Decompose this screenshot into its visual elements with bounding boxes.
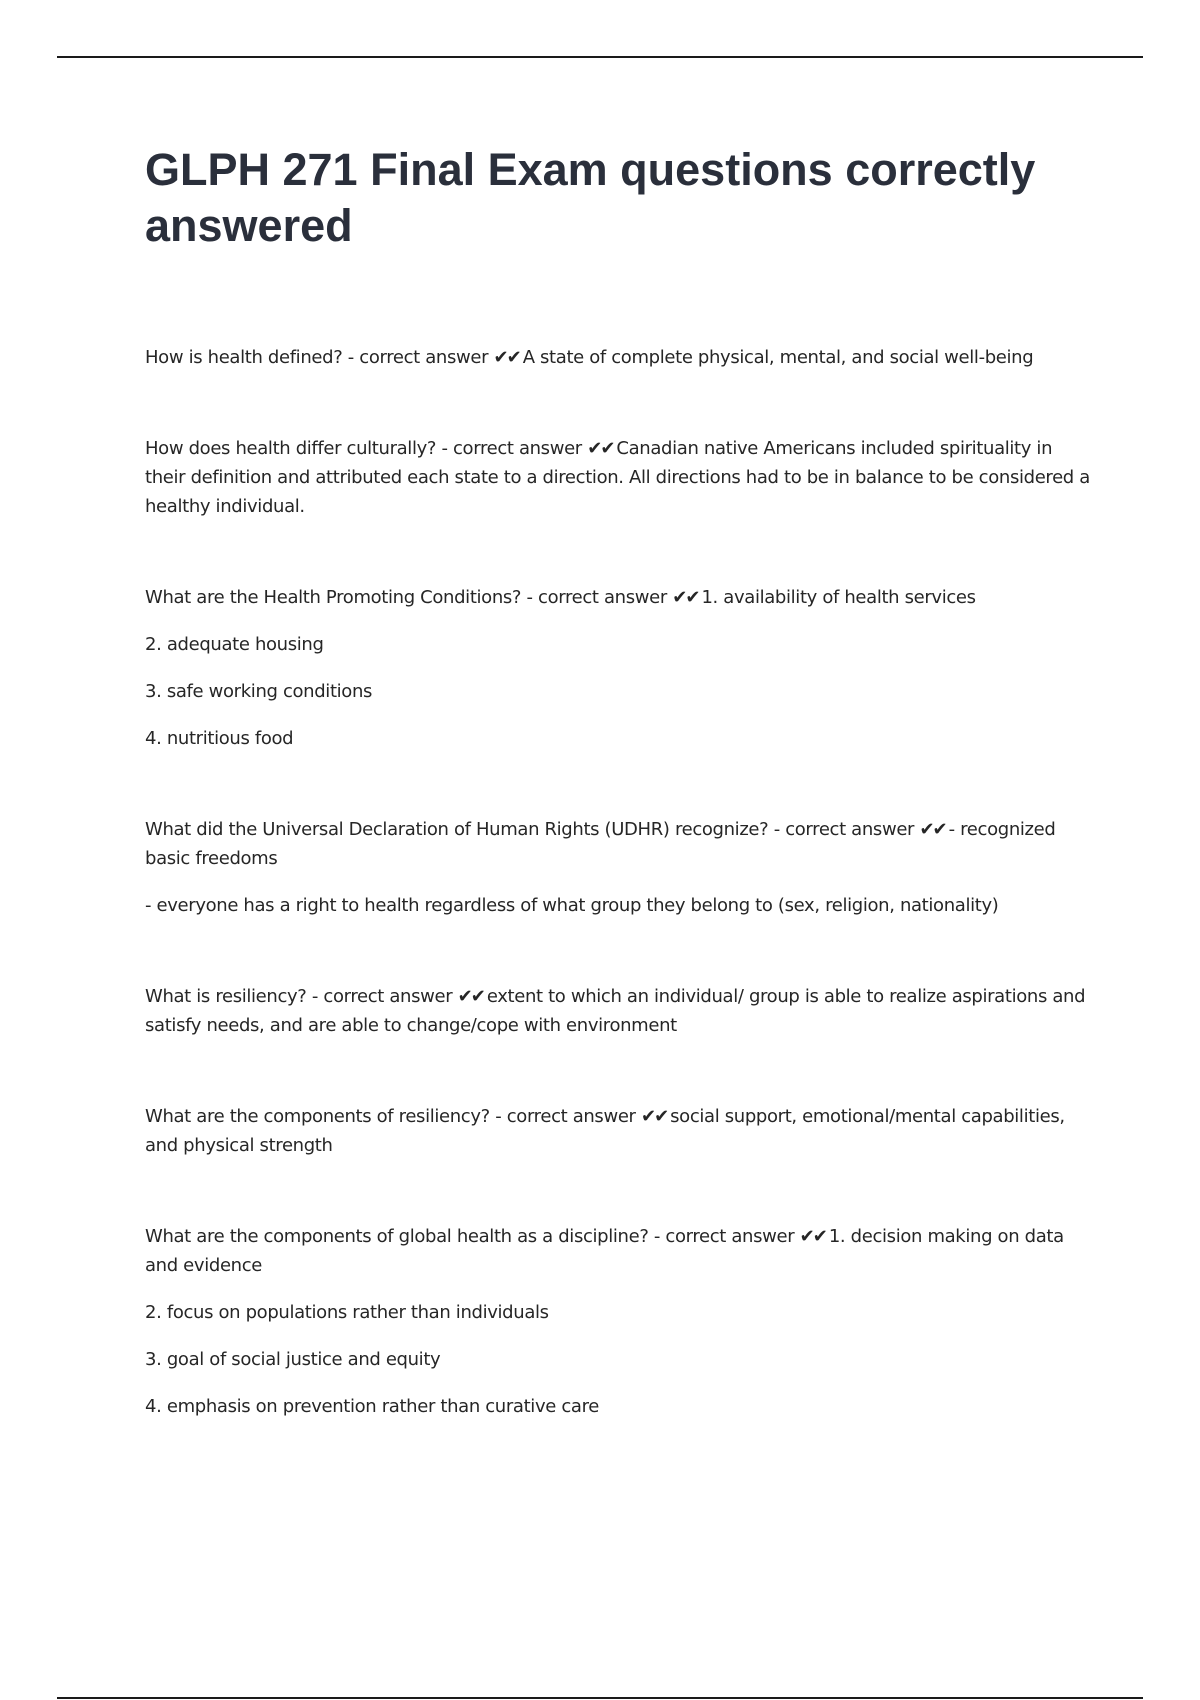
question-text: What are the Health Promoting Conditions? - correct answer [145, 587, 673, 608]
answer-line: 2. adequate housing [145, 634, 324, 655]
answer-text: A state of complete physical, mental, and social well-being [522, 347, 1034, 368]
question-text: What is resiliency? - correct answer [145, 986, 458, 1007]
double-check-icon: ✔✔ [672, 587, 699, 608]
bottom-rule [57, 1697, 1143, 1699]
page-title: GLPH 271 Final Exam questions correctly answered [145, 144, 1036, 251]
qa-list [145, 343, 1090, 1483]
qa-first-line [145, 982, 1090, 1040]
double-check-icon: ✔✔ [493, 347, 520, 368]
qa-item [145, 982, 1090, 1040]
answer-text: 1. decision making on data and evidence [145, 1226, 1064, 1276]
question-text: What are the components of global health as a discipline? - correct answer [145, 1226, 800, 1247]
top-rule [57, 56, 1143, 58]
qa-first-line [145, 1102, 1090, 1160]
answer-text: 1. availability of health services [701, 587, 976, 608]
qa-first-line [145, 1222, 1090, 1280]
answer-line: - everyone has a right to health regardless of what group they belong to (sex, religion, nationality) [145, 895, 999, 916]
answer-line: 3. safe working conditions [145, 681, 373, 702]
qa-first-line [145, 434, 1090, 521]
question-text: What are the components of resiliency? - correct answer [145, 1106, 641, 1127]
answer-text: - recognized basic freedoms [145, 819, 1056, 869]
answer-text: extent to which an individual/ group is able to realize aspirations and satisfy needs, and are able to change/cope with environment [145, 986, 1086, 1036]
answer-line: 3. goal of social justice and equity [145, 1349, 441, 1370]
double-check-icon: ✔✔ [919, 819, 946, 840]
answer-line: 4. nutritious food [145, 728, 294, 749]
double-check-icon: ✔✔ [457, 986, 484, 1007]
answer-line: 2. focus on populations rather than individuals [145, 1302, 549, 1323]
answer-text: social support, emotional/mental capabilities, and physical strength [145, 1106, 1065, 1156]
answer-text: Canadian native Americans included spirituality in their definition and attributed each state to a direction. All directions had to be in balance to be considered a healthy individual. [145, 438, 1090, 517]
double-check-icon: ✔✔ [799, 1226, 826, 1247]
qa-item [145, 1102, 1090, 1160]
qa-item [145, 815, 1090, 920]
double-check-icon: ✔✔ [587, 438, 614, 459]
answer-line: 4. emphasis on prevention rather than curative care [145, 1396, 599, 1417]
qa-item [145, 343, 1090, 372]
qa-item [145, 434, 1090, 521]
qa-item [145, 1222, 1090, 1421]
qa-item [145, 583, 1090, 753]
double-check-icon: ✔✔ [640, 1106, 668, 1127]
qa-first-line [145, 583, 1090, 612]
question-text: How does health differ culturally? - correct answer [145, 438, 588, 459]
qa-first-line [145, 343, 1090, 372]
question-text: How is health defined? - correct answer [145, 347, 494, 368]
question-text: What did the Universal Declaration of Human Rights (UDHR) recognize? - correct answer [145, 819, 920, 840]
qa-first-line [145, 815, 1090, 873]
